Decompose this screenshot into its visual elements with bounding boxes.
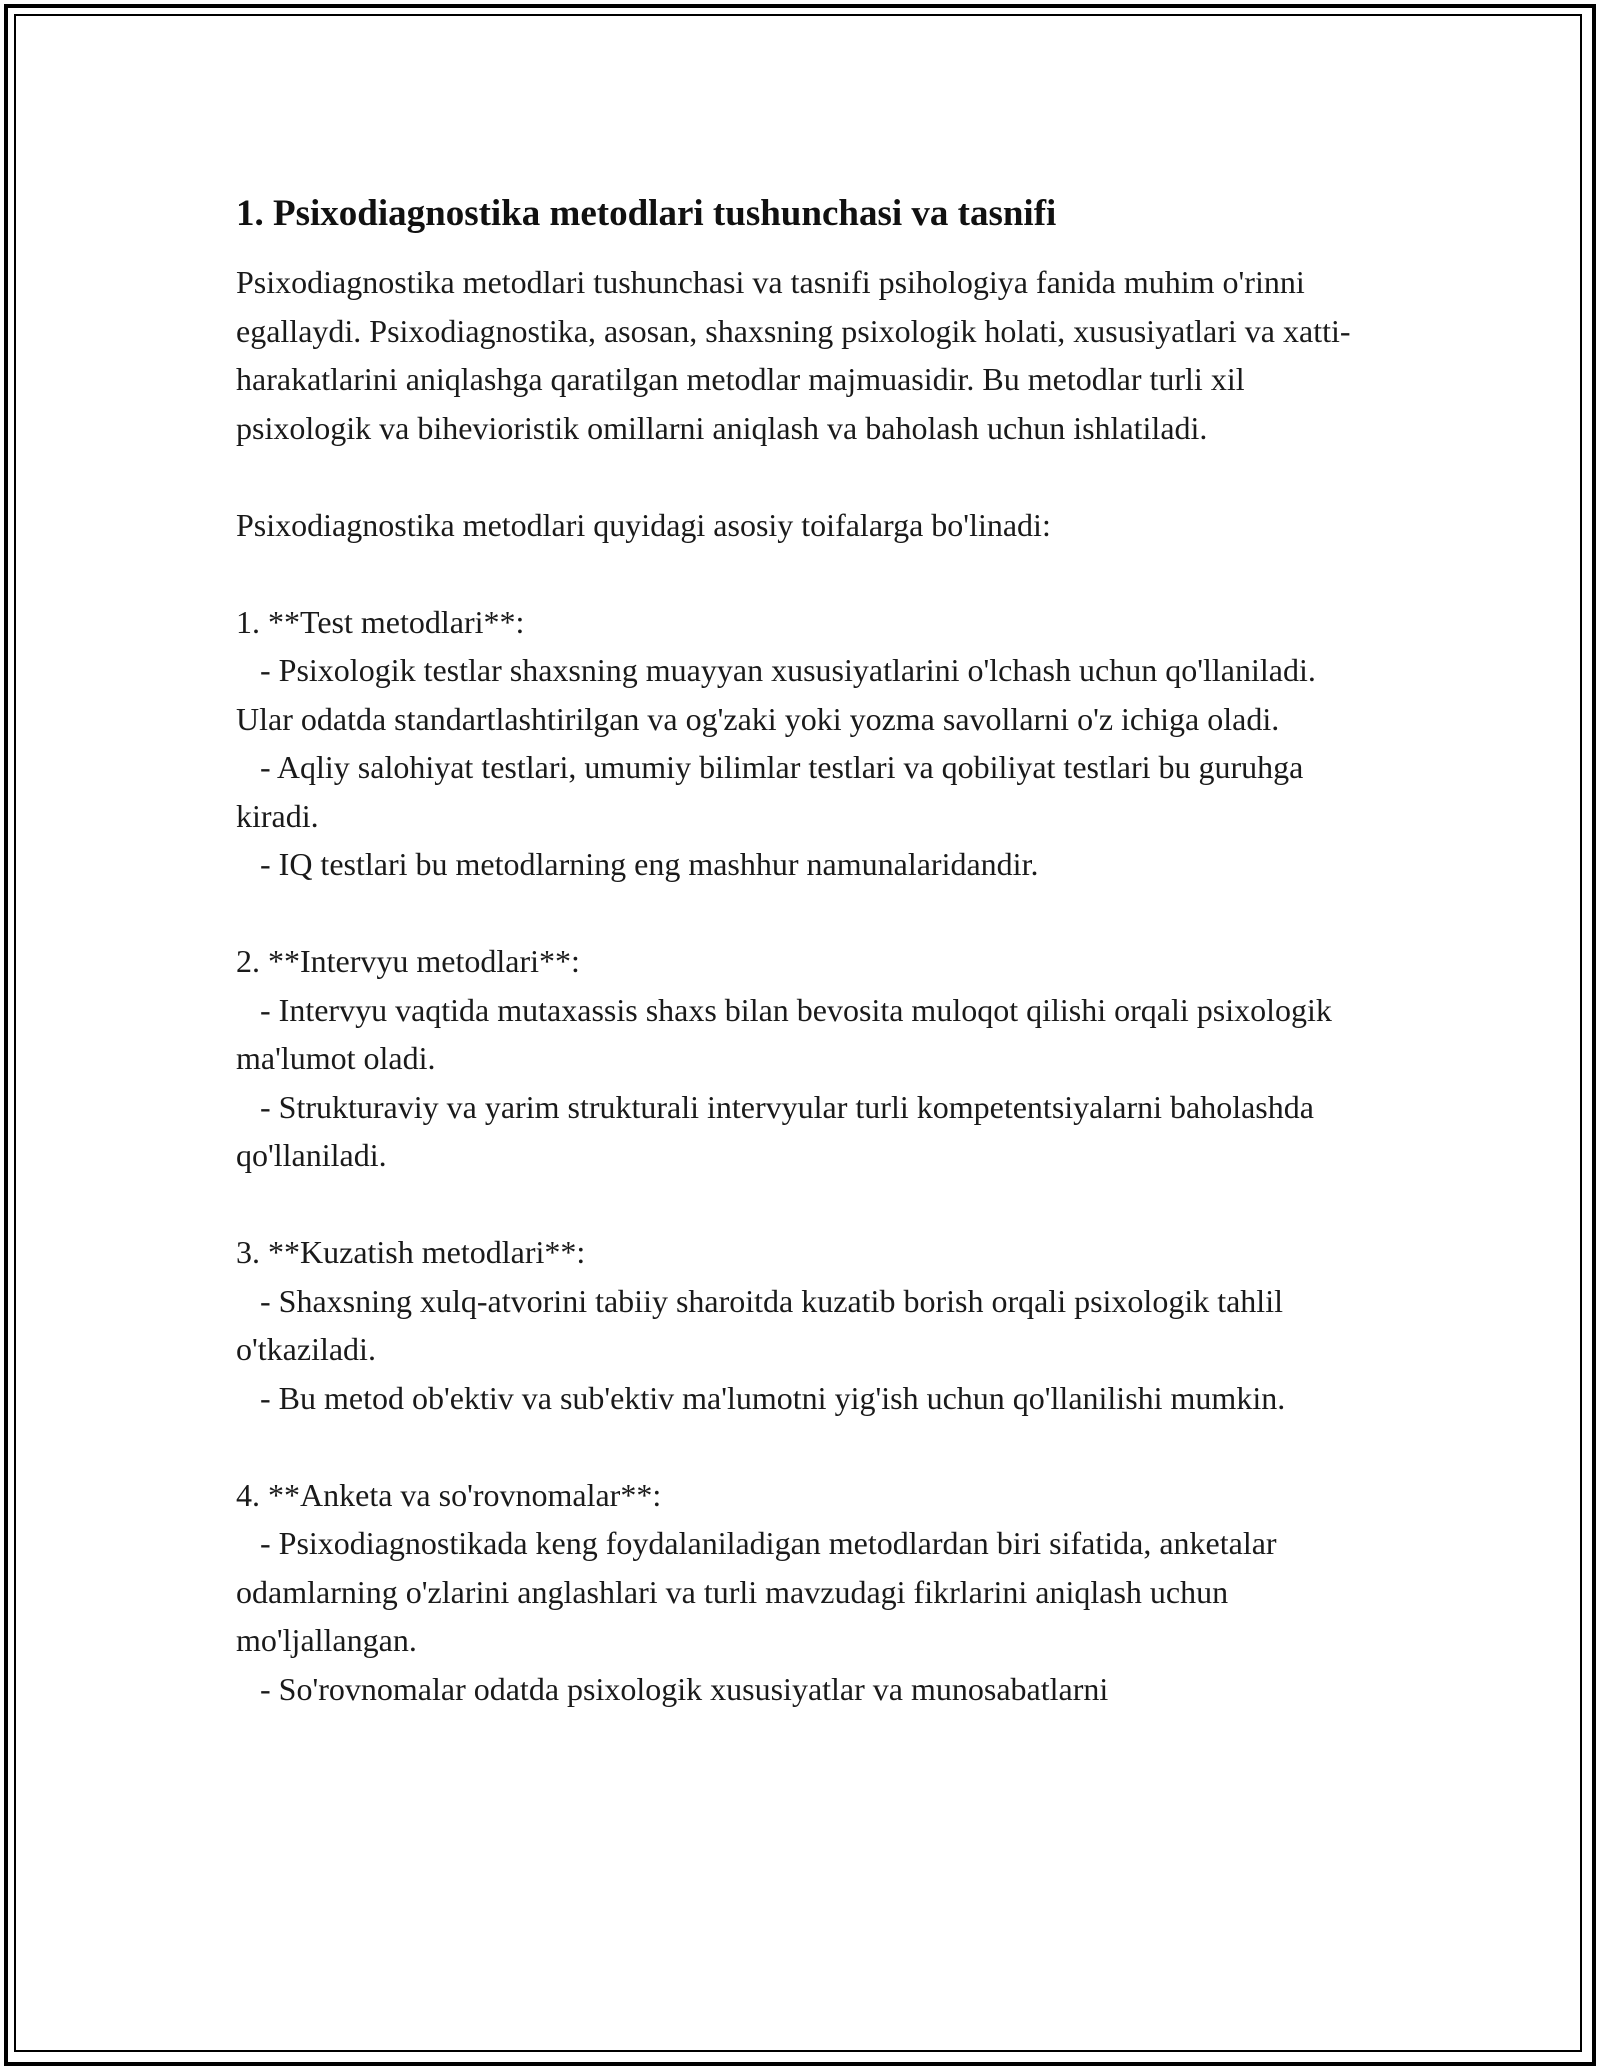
page-title: 1. Psixodiagnostika metodlari tushunchasi va tasnifi (236, 193, 1057, 234)
section-observation-methods (236, 1228, 1376, 1422)
section-heading: 4. **Anketa va so'rovnomalar**: (236, 1476, 662, 1513)
section-heading: 3. **Kuzatish metodlari**: (236, 1234, 586, 1270)
document-body (236, 190, 1376, 1713)
section-questionnaires (236, 1471, 1376, 1714)
section-bullet: - Strukturaviy va yarim strukturali intervyular turli kompetentsiyalarni baholashda qo'llaniladi. (236, 1088, 1322, 1173)
section-interview-methods (236, 937, 1376, 1180)
section-bullet: - Shaxsning xulq-atvorini tabiiy sharoitda kuzatib borish orqali psixologik tahlil o'tkaziladi. (236, 1282, 1291, 1367)
section-heading: 2. **Intervyu metodlari**: (236, 943, 580, 979)
intro-paragraph: Psixodiagnostika metodlari tushunchasi va tasnifi psihologiya fanida muhim o'rinni egallaydi. Psixodiagnostika, asosan, shaxsning psixologik holati, xususiyatlari va xatti-harakatlarini aniqlashga qaratilgan metodlar majmuasidir. Bu metodlar turli xil psixologik va bihevioristik omillarni aniqlash va baholash uchun ishlatiladi. (236, 264, 1351, 446)
section-bullet: - Psixodiagnostikada keng foydalaniladigan metodlardan biri sifatida, anketalar odamlarning o'zlarini anglashlari va turli mavzudagi fikrlarini aniqlash uchun mo'ljallangan. (236, 1525, 1285, 1658)
section-heading: 1. **Test metodlari**: (236, 603, 525, 640)
section-bullet: - Psixologik testlar shaxsning muayyan xususiyatlarini o'lchash uchun qo'llaniladi. Ular odatda standartlashtirilgan va og'zaki yoki yozma savollarni o'z ichiga oladi. (236, 652, 1324, 737)
section-bullet: - Bu metod ob'ektiv va sub'ektiv ma'lumotni yig'ish uchun qo'llanilishi mumkin. (236, 1379, 1286, 1416)
classification-intro: Psixodiagnostika metodlari quyidagi asosiy toifalarga bo'linadi: (236, 506, 1051, 543)
section-bullet: - Aqliy salohiyat testlari, umumiy bilimlar testlari va qobiliyat testlari bu guruhga kiradi. (236, 749, 1312, 834)
section-test-methods (236, 598, 1376, 889)
section-bullet: - So'rovnomalar odatda psixologik xususiyatlar va munosabatlarni (236, 1670, 1109, 1707)
section-bullet: - Intervyu vaqtida mutaxassis shaxs bilan bevosita muloqot qilishi orqali psixologik ma'lumot oladi. (236, 991, 1340, 1076)
section-bullet: - IQ testlari bu metodlarning eng mashhur namunalaridandir. (236, 846, 1039, 882)
